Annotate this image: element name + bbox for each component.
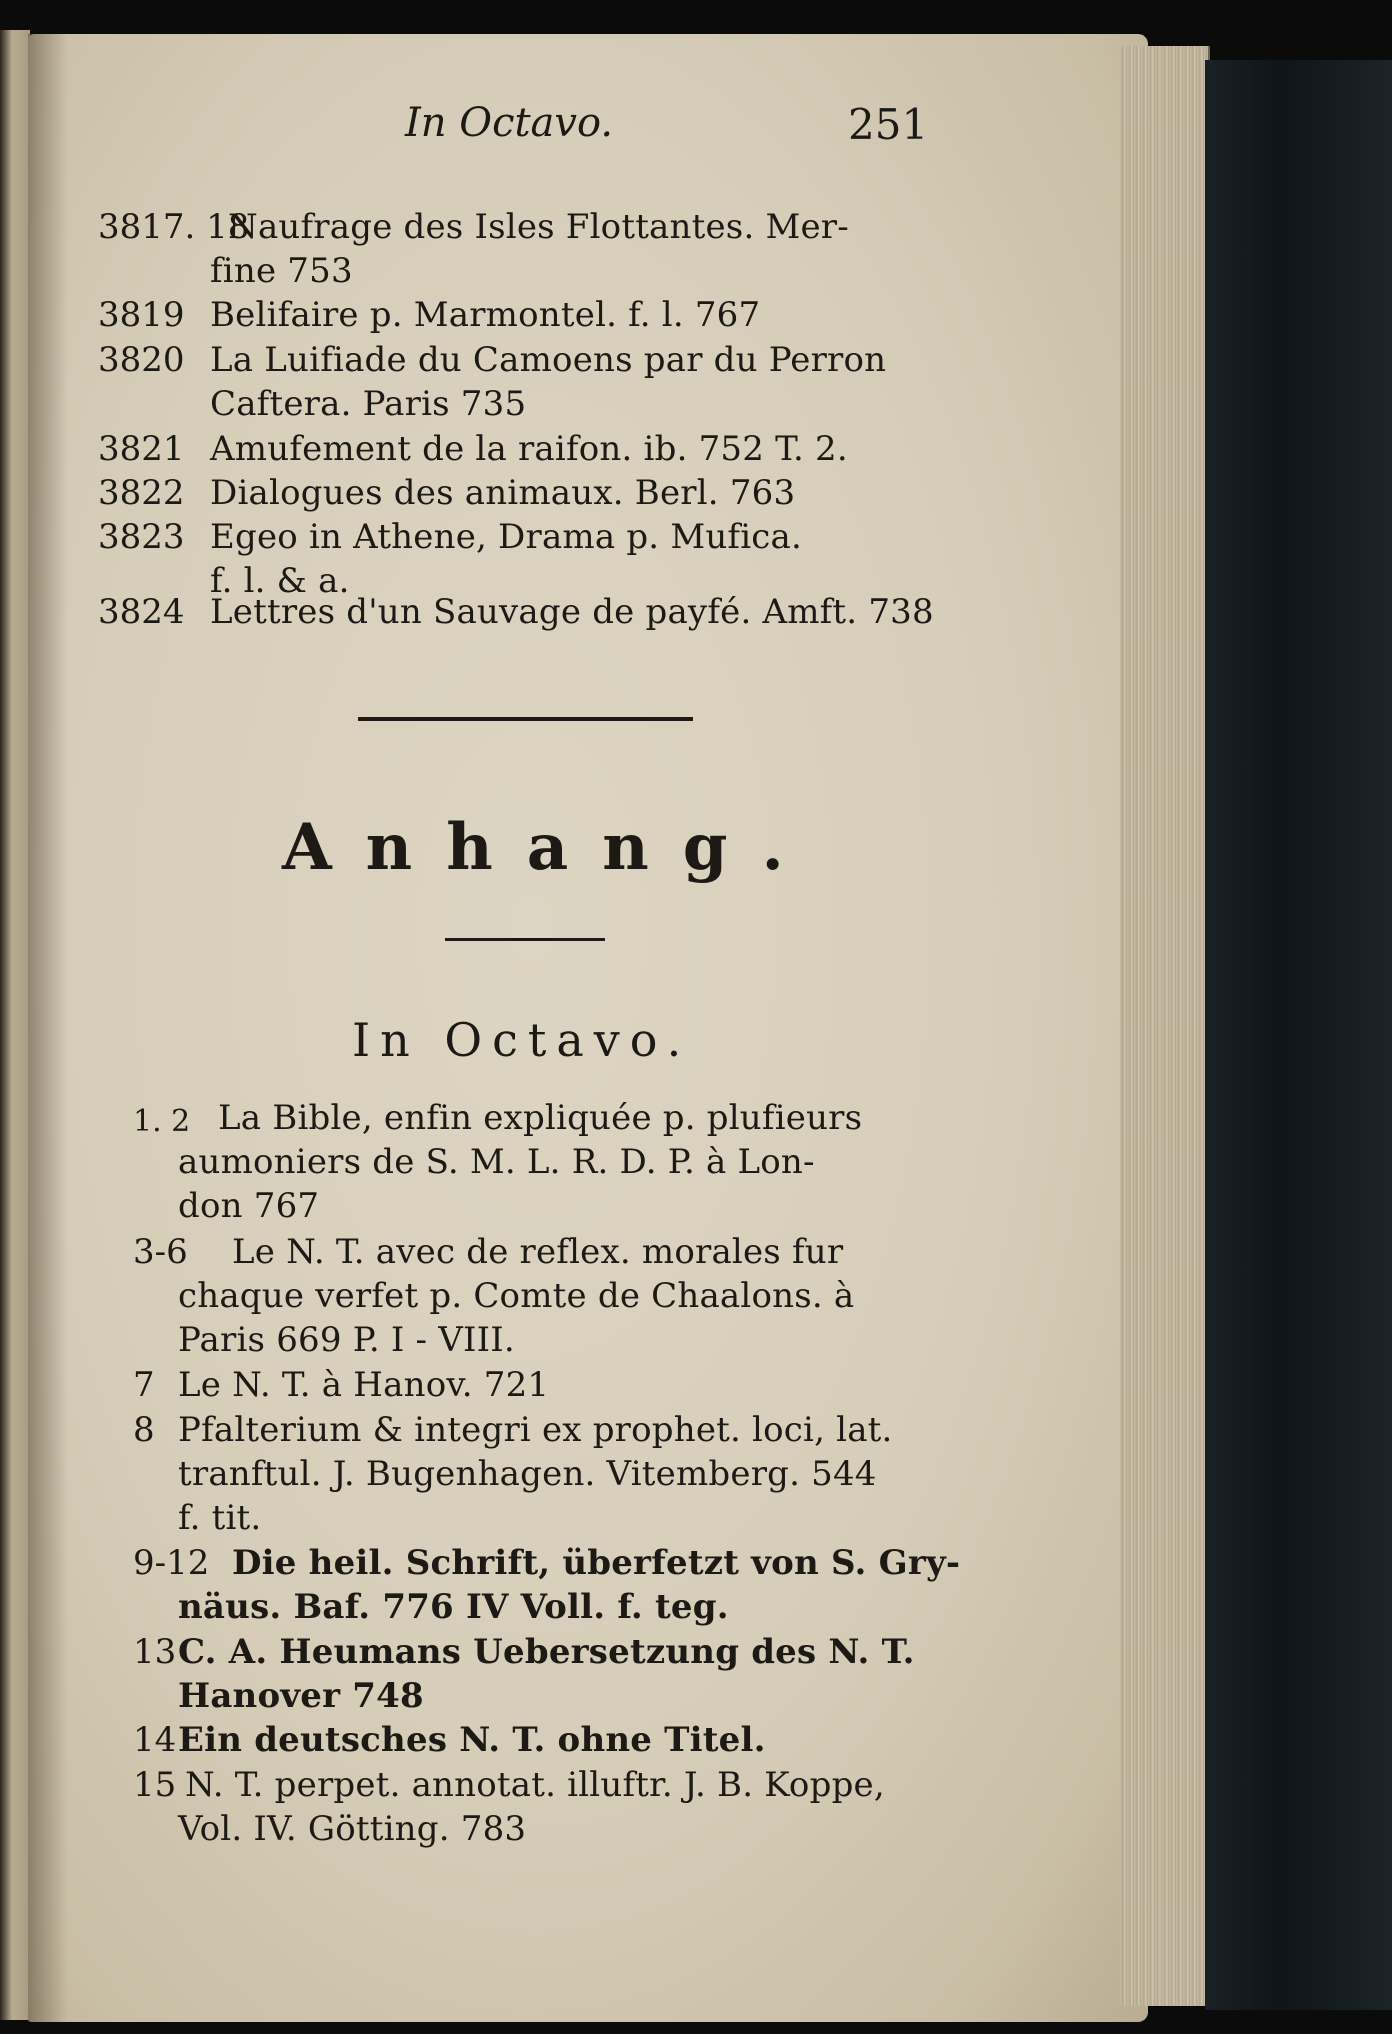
entry-line: chaque verfet p. Comte de Chaalons. à	[178, 1276, 855, 1316]
entry-line: Lettres d'un Sauvage de payfé. Amft. 738	[210, 592, 934, 632]
entry-line: Hanover 748	[178, 1676, 424, 1716]
page-edges	[1120, 46, 1210, 2006]
entry-line: La Bible, enfin expliquée p. plufieurs	[218, 1098, 863, 1138]
entry-number: 3822	[98, 473, 185, 513]
entry-line: Paris 669 P. I - VIII.	[178, 1320, 515, 1360]
entry-number: 3824	[98, 592, 185, 632]
entry-line: Pfalterium & integri ex prophet. loci, lat.	[178, 1410, 893, 1450]
appendix-heading: Anhang.	[282, 810, 818, 885]
entry-line: Belifaire p. Marmontel. f. l. 767	[210, 295, 761, 335]
entry-line: Caftera. Paris 735	[210, 384, 527, 424]
entry-number: 9-12	[133, 1543, 210, 1583]
entry-number: 8	[133, 1410, 155, 1450]
section-title: In Octavo.	[352, 1013, 692, 1067]
entry-line: Naufrage des Isles Flottantes. Mer-	[228, 207, 849, 247]
entry-line: aumoniers de S. M. L. R. D. P. à Lon-	[178, 1142, 815, 1182]
running-header-title: In Octavo.	[405, 100, 614, 146]
page-gutter-shadow	[28, 34, 68, 2022]
book-cover	[1205, 60, 1392, 2010]
entry-line: Dialogues des animaux. Berl. 763	[210, 473, 796, 513]
section-divider-long	[358, 717, 693, 721]
entry-number: 3817. 18	[98, 207, 250, 247]
previous-page-edge	[0, 30, 30, 2020]
entry-number: 3-6	[133, 1232, 188, 1272]
entry-line: tranftul. J. Bugenhagen. Vitemberg. 544	[178, 1454, 877, 1494]
entry-line: La Luifiade du Camoens par du Perron	[210, 340, 887, 380]
entry-line: Vol. IV. Götting. 783	[178, 1809, 527, 1849]
entry-line: näus. Baf. 776 IV Voll. f. teg.	[178, 1587, 729, 1627]
entry-line: fine 753	[210, 251, 353, 291]
page-number: 251	[848, 100, 929, 149]
entry-number: 3823	[98, 517, 185, 557]
entry-number: 1. 2	[133, 1104, 191, 1139]
entry-number: 3821	[98, 429, 185, 469]
entry-line: Ein deutsches N. T. ohne Titel.	[178, 1720, 766, 1760]
entry-line: f. l. & a.	[210, 561, 350, 601]
entry-line: f. tit.	[178, 1498, 262, 1538]
entry-line: Die heil. Schrift, überfetzt von S. Gry-	[232, 1543, 961, 1583]
entry-line: don 767	[178, 1186, 320, 1226]
entry-number: 13	[133, 1632, 177, 1672]
entry-number: 14	[133, 1720, 177, 1760]
entry-number: 3819	[98, 295, 185, 335]
entry-line: Amufement de la raifon. ib. 752 T. 2.	[210, 429, 848, 469]
entry-line: C. A. Heumans Uebersetzung des N. T.	[178, 1632, 915, 1672]
entry-number: 15	[133, 1765, 177, 1805]
section-divider-short	[445, 938, 605, 941]
entry-line: N. T. perpet. annotat. illuftr. J. B. Koppe,	[185, 1765, 885, 1805]
entry-number: 3820	[98, 340, 185, 380]
entry-line: Le N. T. à Hanov. 721	[178, 1365, 550, 1405]
entry-line: Le N. T. avec de reflex. morales fur	[232, 1232, 844, 1272]
entry-line: Egeo in Athene, Drama p. Mufica.	[210, 517, 803, 557]
entry-number: 7	[133, 1365, 155, 1405]
